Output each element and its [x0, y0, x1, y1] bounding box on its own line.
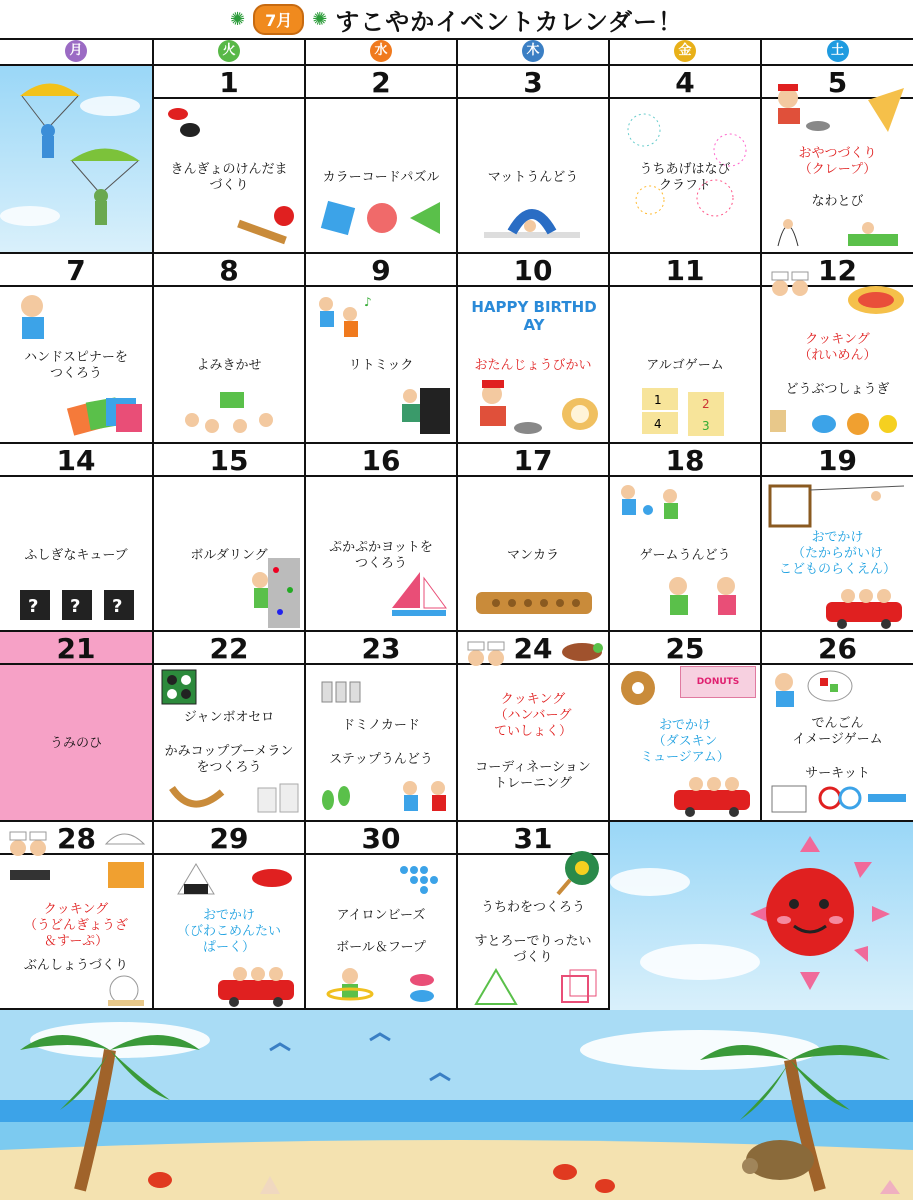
svg-text:?: ? — [112, 596, 123, 617]
crepe-cooking-icon — [768, 80, 908, 136]
day-cell-31[interactable] — [458, 822, 610, 1010]
birthday-cake-icon — [468, 378, 602, 440]
event-label: うちわをつくろう — [480, 900, 585, 915]
event-label: おやつづくり — [798, 146, 877, 161]
event-label: （たからがいけ — [791, 546, 883, 561]
event-label: カラーコードパズル — [322, 170, 440, 185]
event-label: ＆すーぷ） — [43, 934, 109, 949]
event-label: つくろう — [354, 556, 407, 571]
mystery-cubes-icon — [16, 588, 140, 622]
running-kids-icon — [656, 574, 756, 630]
color-shapes-icon — [320, 198, 444, 238]
paper-cup-boomerang-icon — [162, 778, 302, 818]
day-number: 10 — [458, 254, 608, 287]
svg-text:?: ? — [28, 596, 39, 617]
event-label: づくり — [209, 178, 249, 193]
event-label: ジャンボオセロ — [183, 710, 275, 725]
event-label: おでかけ — [811, 530, 864, 545]
day-cell-10[interactable] — [458, 254, 610, 444]
day-number: 2 — [306, 66, 456, 99]
straw-3d-shapes-icon — [472, 966, 602, 1008]
day-number: 24 — [458, 632, 608, 665]
day-number: 26 — [762, 632, 913, 665]
day-cell-8[interactable] — [154, 254, 306, 444]
event-label: ぷかぷかヨットを — [329, 540, 433, 555]
day-number: 18 — [610, 444, 760, 477]
kendama-icon — [232, 206, 302, 246]
day-number: 17 — [458, 444, 608, 477]
day-cell-26[interactable] — [762, 632, 913, 822]
day-number: 11 — [610, 254, 760, 287]
day-number: 5 — [762, 66, 913, 99]
mancala-board-icon — [474, 588, 594, 618]
svg-text:♪: ♪ — [364, 295, 372, 309]
event-label: ボルダリング — [190, 548, 268, 563]
day-cell-5[interactable] — [762, 66, 913, 254]
step-exercise-icon — [314, 778, 454, 818]
chef-kids-icon — [462, 636, 516, 686]
day-cell-24[interactable] — [458, 632, 610, 822]
day-cell-21[interactable] — [0, 632, 154, 822]
storytime-icon — [180, 388, 280, 438]
day-number: 21 — [0, 632, 152, 665]
goldfish-icon — [160, 102, 210, 142]
event-label: つくろう — [49, 366, 102, 381]
donut-character-icon — [618, 668, 658, 708]
day-cell-7[interactable] — [0, 254, 154, 444]
dodgeball-kids-icon — [614, 480, 688, 530]
iron-beads-icon — [396, 860, 452, 900]
zipline-playground-icon — [766, 480, 906, 530]
ball-hoop-icon — [320, 962, 450, 1008]
day-cell-29[interactable] — [154, 822, 306, 1010]
day-cell-12[interactable] — [762, 254, 913, 444]
event-label: （びわこめんたい — [176, 924, 281, 939]
event-label: クッキング — [500, 692, 566, 707]
day-cell-18[interactable] — [610, 444, 762, 632]
event-label: こどものらくえん） — [778, 562, 896, 577]
event-label: （クレープ） — [798, 162, 877, 177]
animal-shogi-icon — [766, 402, 906, 442]
event-label: ドミノカード — [342, 718, 420, 733]
algo-cards-icon — [638, 384, 734, 438]
sailboat-icon — [386, 568, 452, 628]
event-label: すとろーでりったい — [474, 934, 592, 949]
event-label: ふしぎなキューブ — [24, 548, 128, 563]
event-label: づくり — [513, 950, 553, 965]
day-cell-28[interactable] — [0, 822, 154, 1010]
calendar-header — [0, 0, 913, 40]
origami-paper-icon — [66, 394, 146, 438]
event-label: サーキット — [805, 766, 870, 781]
event-label: ステップうんどう — [329, 752, 433, 767]
day-number: 29 — [154, 822, 304, 855]
event-label: （うどんぎょうざ — [23, 918, 128, 933]
weekday-mon: 月 — [0, 38, 154, 66]
car-trip-icon — [670, 772, 756, 818]
event-label: クッキング — [805, 332, 870, 347]
weekday-wed: 水 — [306, 38, 458, 66]
day-cell-2[interactable] — [306, 66, 458, 254]
event-label: クッキング — [43, 902, 109, 917]
rhythmic-kids-icon — [310, 290, 380, 340]
day-cell-3[interactable] — [458, 66, 610, 254]
donuts-box: DONUTS — [680, 666, 756, 698]
svg-text:1: 1 — [654, 393, 662, 407]
event-label: おでかけ — [659, 718, 711, 733]
day-cell-30[interactable] — [306, 822, 458, 1010]
day-number: 31 — [458, 822, 608, 855]
day-cell-19[interactable] — [762, 444, 913, 632]
day-cell-17[interactable] — [458, 444, 610, 632]
event-label: ていしょく） — [493, 724, 572, 739]
day-cell-11[interactable] — [610, 254, 762, 444]
day-number: 14 — [0, 444, 152, 477]
dumpling-icon — [100, 824, 150, 894]
day-number: 9 — [306, 254, 456, 287]
day-cell-4[interactable] — [610, 66, 762, 254]
event-label: なわとび — [811, 194, 864, 209]
day-number: 12 — [762, 254, 913, 287]
event-label: マットうんどう — [487, 170, 579, 185]
piano-icon — [390, 384, 454, 438]
event-label: ぶんしょうづくり — [23, 958, 128, 973]
event-label: かみコップブーメラン — [164, 744, 294, 759]
event-label: コーディネーション — [475, 760, 591, 775]
event-label: ミュージアム） — [640, 750, 730, 765]
weekday-fri: 金 — [610, 38, 762, 66]
svg-text:4: 4 — [654, 417, 662, 431]
month-badge: 7月 — [253, 4, 304, 35]
day-cell-14[interactable] — [0, 444, 154, 632]
day-number: 1 — [154, 66, 304, 99]
event-label: ボール＆フープ — [336, 940, 426, 955]
car-trip-icon — [822, 584, 908, 630]
firework-icon: ✺ — [229, 8, 246, 30]
day-number: 16 — [306, 444, 456, 477]
car-trip-icon — [214, 962, 300, 1008]
mat-exercise-icon — [482, 196, 582, 242]
event-label: ハンドスピナーを — [24, 350, 128, 365]
event-label: うちあげはなび — [639, 162, 731, 177]
event-label: （れいめん） — [798, 348, 877, 363]
weekday-sat: 土 — [762, 38, 913, 66]
day-cell-16[interactable] — [306, 444, 458, 632]
event-label: （ハンバーグ — [494, 708, 572, 723]
bouldering-icon — [244, 556, 302, 630]
event-label: おでかけ — [203, 908, 255, 923]
fireworks-icon — [620, 110, 750, 220]
svg-text:?: ? — [70, 596, 81, 617]
day-number: 19 — [762, 444, 913, 477]
event-label: クラフト — [658, 178, 711, 193]
day-cell-25[interactable] — [610, 632, 762, 822]
event-label: をつくろう — [196, 760, 262, 775]
boy-spinner-icon — [10, 292, 50, 342]
svg-text:3: 3 — [702, 419, 710, 433]
jump-rope-icon — [768, 206, 908, 252]
day-number: 28 — [0, 822, 152, 855]
event-label: でんごん — [811, 716, 864, 731]
day-number: 7 — [0, 254, 152, 287]
day-number: 25 — [610, 632, 760, 665]
day-cell-22[interactable] — [154, 632, 306, 822]
event-label: きんぎょのけんだま — [170, 162, 288, 177]
onigiri-mentaiko-icon — [174, 860, 294, 900]
day-cell-15[interactable] — [154, 444, 306, 632]
event-label: （ダスキン — [652, 734, 718, 749]
day-number: 3 — [458, 66, 608, 99]
event-label: ゲームうんどう — [639, 548, 731, 563]
event-label: リトミック — [348, 358, 414, 373]
event-label: ぱーく） — [202, 940, 255, 955]
svg-text:2: 2 — [702, 397, 710, 411]
sun-illustration — [610, 822, 913, 1010]
day-number: 23 — [306, 632, 456, 665]
message-game-icon — [768, 668, 858, 712]
birthday-banner: HAPPY BIRTHDAY — [471, 298, 597, 334]
day-number: 8 — [154, 254, 304, 287]
parachute-illustration — [0, 66, 154, 254]
domino-icon — [312, 668, 372, 708]
day-cell-9[interactable] — [306, 254, 458, 444]
calendar-title: すこやかイベントカレンダー！ — [335, 7, 684, 36]
event-label: うみのひ — [49, 736, 102, 751]
firework-icon: ✺ — [312, 8, 328, 30]
chef-kids-icon — [4, 826, 58, 886]
weekday-tue: 火 — [154, 38, 306, 66]
day-number: 22 — [154, 632, 304, 665]
uchiwa-fan-icon — [552, 848, 608, 896]
event-label: トレーニング — [494, 776, 572, 791]
othello-board-icon — [160, 668, 200, 708]
event-label: イメージゲーム — [792, 732, 883, 747]
event-label: マンカラ — [506, 548, 559, 563]
cooking-noodles-icon — [766, 270, 906, 322]
event-label: よみきかせ — [196, 358, 262, 373]
day-number: 30 — [306, 822, 456, 855]
hamburg-meal-icon — [558, 636, 608, 666]
day-number: 15 — [154, 444, 304, 477]
circuit-course-icon — [768, 782, 908, 818]
day-cell-23[interactable] — [306, 632, 458, 822]
weekday-thu: 木 — [458, 38, 610, 66]
writing-ghost-icon — [100, 972, 150, 1008]
beach-illustration — [0, 1010, 913, 1200]
event-label: アイロンビーズ — [336, 908, 426, 923]
day-cell-1[interactable] — [154, 66, 306, 254]
event-label: おたんじょうびかい — [474, 358, 592, 373]
day-number: 4 — [610, 66, 760, 99]
event-label: アルゴゲーム — [646, 358, 724, 373]
event-label: どうぶつしょうぎ — [785, 382, 890, 397]
